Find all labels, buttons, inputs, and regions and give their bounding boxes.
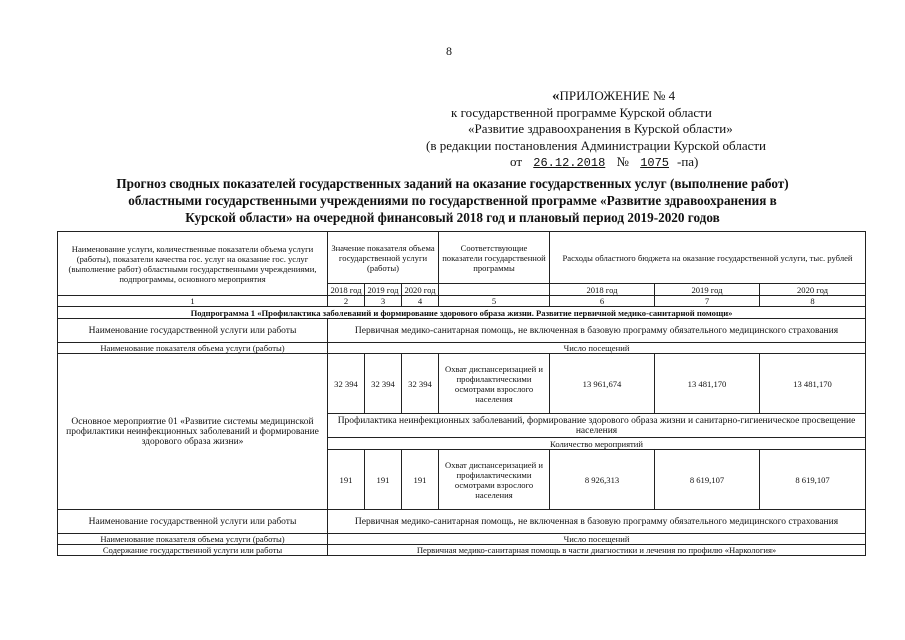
program-indicator: Охват диспансеризацией и профилактическими осмотрами взрослого населения (439, 354, 550, 414)
volume-value: Число посещений (328, 343, 866, 354)
col-number-1: 1 (58, 296, 328, 307)
annex-line-1: к государственной программе Курской области (451, 104, 712, 120)
annex-line-3: (в редакции постановления Администрации Курской области (426, 137, 767, 153)
work-expenses-2020: 8 619,107 (760, 450, 866, 510)
from-label: от (510, 154, 523, 169)
title-line-3: Курской области» на очередной финансовый 2018 год и плановый период 2019-2020 годов (185, 210, 720, 225)
year-2018: 2018 год (328, 284, 365, 296)
service2-label: Наименование государственной услуги или работы (58, 510, 328, 534)
col-number-6: 6 (550, 296, 655, 307)
header-expenses: Расходы областного бюджета на оказание государственной услуги, тыс. рублей (550, 232, 866, 284)
volume2-label: Наименование показателя объема услуги (работы) (58, 534, 328, 545)
volume2-value: Число посещений (328, 534, 866, 545)
header-indicators: Соответствующие показатели государственной программы (439, 232, 550, 284)
exp-year-2019: 2019 год (655, 284, 760, 296)
exp-year-2020: 2020 год (760, 284, 866, 296)
work-value: Профилактика неинфекционных заболеваний, формирование здорового образа жизни и санитарно-гигиеническое просвещение населения (328, 414, 866, 438)
title-line-2: областными государственными учреждениями по государственной программе «Развитие здравоохранения в (128, 193, 777, 208)
page-number: 8 (446, 44, 452, 58)
expenses-2018: 13 961,674 (550, 354, 655, 414)
document-title (40, 175, 865, 226)
work-volume-2019: 191 (365, 450, 402, 510)
col-number-5: 5 (439, 296, 550, 307)
annex-header (380, 88, 840, 172)
work-volume-2020: 191 (402, 450, 439, 510)
col-number-3: 3 (365, 296, 402, 307)
header-empty (439, 284, 550, 296)
col-number-2: 2 (328, 296, 365, 307)
expenses-2020: 13 481,170 (760, 354, 866, 414)
service-value: Первичная медико-санитарная помощь, не включенная в базовую программу обязательного медицинского страхования (328, 319, 866, 343)
work-expenses-2019: 8 619,107 (655, 450, 760, 510)
number-label: № (616, 154, 629, 169)
title-line-1: Прогноз сводных показателей государственных заданий на оказание государственных услуг (выполнение работ) (116, 176, 789, 191)
col-number-7: 7 (655, 296, 760, 307)
volume-2020: 32 394 (402, 354, 439, 414)
expenses-2019: 13 481,170 (655, 354, 760, 414)
subprogram-row: Подпрограмма 1 «Профилактика заболеваний и формирование здорового образа жизни. Развитие первичной медико-санитарной помощи» (58, 307, 866, 319)
work-program-indicator: Охват диспансеризацией и профилактическими осмотрами взрослого населения (439, 450, 550, 510)
work-volume-value: Количество мероприятий (328, 438, 866, 450)
annex-title: ПРИЛОЖЕНИЕ № 4 (559, 88, 676, 103)
indicators-table (57, 231, 866, 556)
annex-title-line (380, 88, 840, 105)
volume-2018: 32 394 (328, 354, 365, 414)
content-value: Первичная медико-санитарная помощь в части диагностики и лечения по профилю «Наркология» (328, 545, 866, 556)
work-volume-2018: 191 (328, 450, 365, 510)
service2-value: Первичная медико-санитарная помощь, не включенная в базовую программу обязательного медицинского страхования (328, 510, 866, 534)
col-number-8: 8 (760, 296, 866, 307)
annex-date-line (380, 154, 840, 172)
volume-2019: 32 394 (365, 354, 402, 414)
service-label: Наименование государственной услуги или работы (58, 319, 328, 343)
col-number-4: 4 (402, 296, 439, 307)
decree-suffix: -па) (677, 154, 699, 169)
volume-label: Наименование показателя объема услуги (работы) (58, 343, 328, 354)
annex-line-2: «Развитие здравоохранения в Курской области» (468, 121, 733, 136)
decree-date: 26.12.2018 (533, 156, 606, 170)
work-expenses-2018: 8 926,313 (550, 450, 655, 510)
year-2019: 2019 год (365, 284, 402, 296)
header-volume: Значение показателя объема государственной услуги (работы) (328, 232, 439, 284)
main-event: Основное мероприятие 01 «Развитие системы медицинской профилактики неинфекционных заболеваний и формирование здорового образа жизни» (58, 354, 328, 510)
year-2020: 2020 год (402, 284, 439, 296)
annex-mark: « (552, 88, 560, 104)
exp-year-2018: 2018 год (550, 284, 655, 296)
content-label: Содержание государственной услуги или работы (58, 545, 328, 556)
header-service-name: Наименование услуги, количественные показатели объема услуги (работы), показатели качества гос. услуг на оказание гос. услуг (выполнение работ) областными государственными учреждениями, подпрограммы, основного мероприятия (58, 232, 328, 296)
decree-number: 1075 (640, 156, 669, 170)
